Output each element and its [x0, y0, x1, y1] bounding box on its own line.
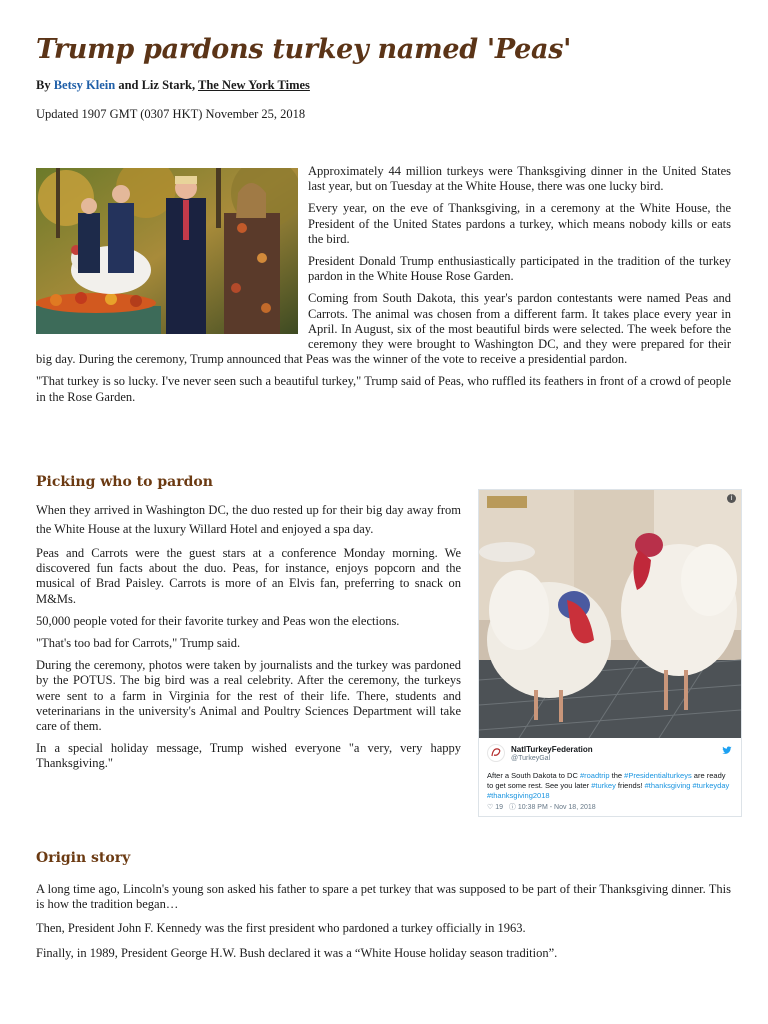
origin-paragraph: Finally, in 1989, President George H.W. Bush declared it was a “White House holiday season tradition”. [36, 945, 558, 960]
twitter-bird-icon[interactable] [722, 746, 732, 755]
tweet-footer [487, 802, 596, 812]
tweet-text [487, 771, 733, 801]
section-heading-origin: Origin story [36, 850, 131, 866]
publication-link[interactable]: The New York Times [197, 78, 310, 92]
tweet-text-segment: friends! [615, 781, 645, 790]
account-name[interactable]: NatlTurkeyFederation [511, 745, 593, 754]
intro-paragraph: "That turkey is so lucky. I've never seen such a beautiful turkey," Trump said of Peas, who ruffled its feathers in front of a crowd of people in the Rose Garden. [36, 374, 731, 404]
tweet-hashtag-link[interactable]: #Presidentialturkeys [624, 771, 692, 780]
author-link[interactable]: Betsy Klein [53, 78, 116, 92]
tweet-timestamp[interactable]: 10:38 PM - Nov 18, 2018 [517, 804, 596, 811]
tweet-hashtag-link[interactable]: #roadtrip [579, 771, 610, 780]
photo-float-spacer [36, 164, 308, 342]
picking-paragraph: 50,000 people voted for their favorite turkey and Peas won the elections. [36, 613, 400, 628]
picking-paragraph: Peas and Carrots were the guest stars at a conference Monday morning. We discovered fun facts about the duo. Peas, for instance, enjoys popcorn and the musical of Brad Paisley. Carrots is more of an Elvis fan, preferring to snack on M&Ms. [36, 546, 461, 606]
picking-paragraph: During the ceremony, photos were taken by journalists and the turkey was pardoned by the POTUS. The big bird was a real celebrity. After the ceremony, the turkeys were sent to a farm in Virginia for the rest of their life. There, students and veterinarians in the university's Animal and Poultry Sciences Department will take care of them. [36, 658, 461, 734]
picking-section [36, 501, 461, 779]
dateline: Updated 1907 GMT (0307 HKT) November 25, 2018 [36, 107, 306, 121]
info-circle-icon[interactable]: ⓘ [508, 804, 516, 811]
intro-paragraph: Every year, on the eve of Thanksgiving, in a ceremony at the White House, the President of the United States pardons a turkey, which means nobody kills or eats the bird. [308, 201, 731, 246]
origin-paragraph: A long time ago, Lincoln's young son asked his father to spare a pet turkey that was supposed to be part of their Thanksgiving dinner. This is how the tradition began… [36, 882, 731, 912]
like-count: 19 [495, 804, 504, 811]
article-headline: Trump pardons turkey named 'Peas' [36, 34, 572, 65]
byline [36, 78, 310, 93]
origin-paragraph: Then, President John F. Kennedy was the first president who pardoned a turkey officially in 1963. [36, 921, 526, 936]
account-handle[interactable]: @TurkeyGal [511, 755, 551, 762]
picking-paragraph: When they arrived in Washington DC, the duo rested up for their big day away from the White House at the luxury Willard Hotel and enjoyed a spa day. [36, 503, 461, 536]
tweet-text-segment: the [609, 771, 625, 780]
account-avatar[interactable] [487, 744, 505, 762]
origin-section [36, 882, 731, 970]
byline-prefix: By [36, 78, 51, 92]
tweet-body [479, 738, 741, 816]
embedded-tweet[interactable] [478, 489, 742, 817]
byline-connector: and Liz Stark, [118, 78, 196, 92]
intro-section [36, 164, 731, 412]
like-heart-icon[interactable]: ♡ [487, 804, 494, 811]
tweet-text-segment: After a South Dakota to DC [487, 771, 580, 780]
picking-paragraph: In a special holiday message, Trump wished everyone "a very, very happy Thanksgiving." [36, 741, 461, 771]
section-heading-picking: Picking who to pardon [36, 474, 213, 490]
intro-paragraph: President Donald Trump enthusiastically participated in the tradition of the turkey pardon in the White House Rose Garden. [308, 254, 731, 284]
intro-paragraph: Approximately 44 million turkeys were Thanksgiving dinner in the United States last year, but on Tuesday at the White House, there was one lucky bird. [308, 164, 731, 194]
picking-paragraph: "That's too bad for Carrots," Trump said. [36, 636, 241, 651]
tweet-hashtag-link[interactable]: #turkey [591, 781, 616, 790]
info-icon[interactable]: i [727, 494, 736, 503]
tweet-text-segment: are ready to get some rest. See you later [487, 771, 726, 790]
turkeys-photo [479, 490, 741, 738]
tweet-hashtag-link[interactable]: #thanksgiving #turkeyday #thanksgiving2018 [487, 781, 730, 800]
intro-paragraph: Coming from South Dakota, this year's pardon contestants were named Peas and Carrots. The animal was chosen from a different farm. It takes place every year in April. In August, six of the most beautiful birds were selected. The week before the ceremony they were brought to Washington DC, and they were prepared for their big day. During the ceremony, Trump announced that Peas was the winner of the vote to receive a presidential pardon. [36, 291, 731, 367]
